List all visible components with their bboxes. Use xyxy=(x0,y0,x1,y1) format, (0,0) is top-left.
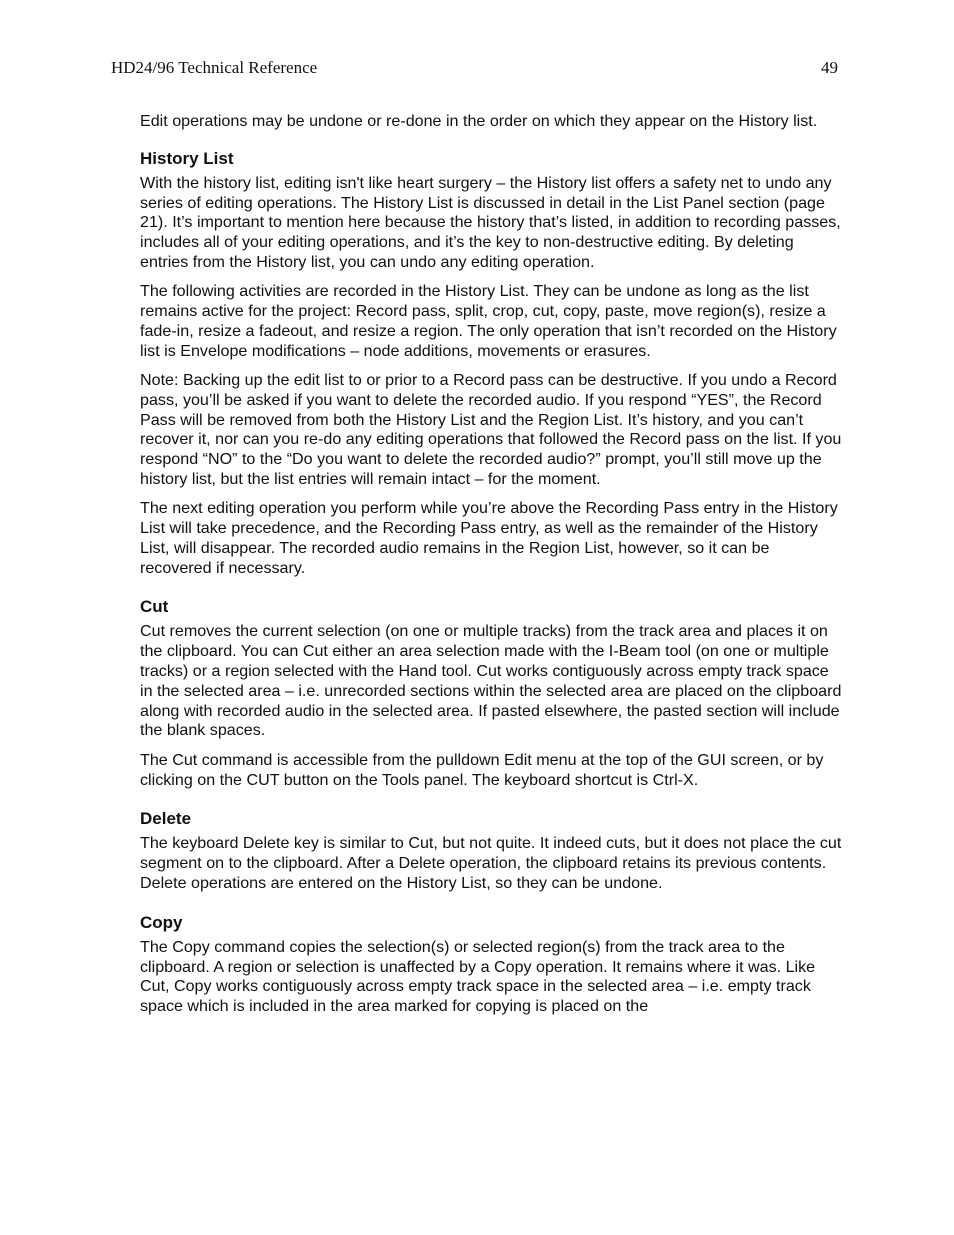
delete-heading: Delete xyxy=(140,809,192,829)
copy-heading: Copy xyxy=(140,912,183,932)
history-list-heading: History List xyxy=(140,148,234,168)
page-body xyxy=(140,112,842,1026)
delete-paragraph: The keyboard Delete key is similar to Cut, but not quite. It indeed cuts, but it does not place the cut segment on to the clipboard. After a Delete operation, the clipboard retains its previous contents. Delete operations are entered on the History List, so they can be undone. xyxy=(140,834,842,892)
page-header xyxy=(111,57,838,79)
history-list-note-paragraph: Note: Backing up the edit list to or prior to a Record pass can be destructive. If you undo a Record pass, you’ll be asked if you want to delete the recorded audio. If you respond “YES”, the Record Pass will be removed from both the History List and the Region List. It’s history, and you can’t recover it, nor can you re-do any editing operations that followed the Record pass on the list. If you respond “NO” to the “Do you want to delete the recorded audio?” prompt, you’ll still move up the history list, but the list entries will remain intact – for the moment. xyxy=(140,370,842,488)
page-number: 49 xyxy=(821,58,838,77)
copy-paragraph: The Copy command copies the selection(s) or selected region(s) from the track area to the clipboard. A region or selection is unaffected by a Copy operation. It remains where it was. Like Cut, Copy works contiguously across empty track space in the selected area – i.e. empty track space which is included in the area marked for copying is placed on the xyxy=(140,937,816,1016)
history-list-paragraph: With the history list, editing isn't like heart surgery – the History list offers a safety net to undo any series of editing operations. The History List is discussed in detail in the List Panel section (page 21). It’s important to mention here because the history that’s listed, in addition to recording passes, includes all of your editing operations, and it’s the key to non-destructive editing. By deleting entries from the History list, you can undo any editing operation. xyxy=(140,173,841,271)
cut-paragraph: The Cut command is accessible from the pulldown Edit menu at the top of the GUI screen, or by clicking on the CUT button on the Tools panel. The keyboard shortcut is Ctrl-X. xyxy=(140,750,824,789)
cut-heading: Cut xyxy=(140,597,169,617)
history-list-paragraph: The next editing operation you perform while you’re above the Recording Pass entry in the History List will take precedence, and the Recording Pass entry, as well as the remainder of the History List, will disappear. The recorded audio remains in the Region List, however, so it can be recovered if necessary. xyxy=(140,499,838,577)
document-title: HD24/96 Technical Reference xyxy=(111,58,318,77)
history-list-paragraph: The following activities are recorded in the History List. They can be undone as long as the list remains active for the project: Record pass, split, crop, cut, copy, paste, move region(s), resize a fade-in, resize a fadeout, and resize a region. The only operation that isn’t recorded on the History list is Envelope modifications – node additions, movements or erasures. xyxy=(140,282,837,360)
cut-paragraph: Cut removes the current selection (on one or multiple tracks) from the track area and places it on the clipboard. You can Cut either an area selection made with the I-Beam tool (on one or multiple tracks) or a region selected with the Hand tool. Cut works contiguously across empty track space in the selected area – i.e. unrecorded sections within the selected area are placed on the clipboard along with recorded audio in the selected area. If pasted elsewhere, the pasted section will include the blank spaces. xyxy=(140,622,842,740)
intro-paragraph: Edit operations may be undone or re-done in the order on which they appear on the History list. xyxy=(140,112,818,130)
